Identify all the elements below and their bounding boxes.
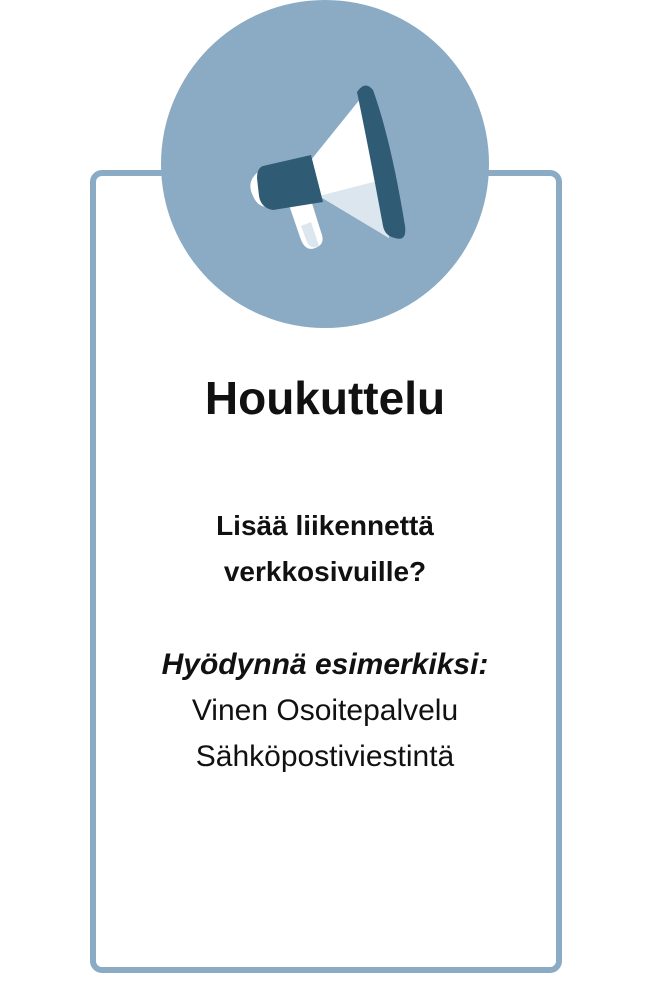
card-title: Houkuttelu (204, 372, 446, 424)
examples-lead: Hyödynnä esimerkiksi: (161, 648, 489, 681)
question-line-2: verkkosivuille? (223, 556, 427, 587)
icon-badge (161, 0, 489, 328)
card-question (0, 503, 650, 595)
example-item: Sähköpostiviestintä (195, 740, 455, 773)
examples-list (0, 642, 650, 780)
megaphone-icon (161, 0, 489, 328)
example-item: Vinen Osoitepalvelu (191, 694, 459, 727)
question-line-1: Lisää liikennettä (216, 510, 434, 541)
